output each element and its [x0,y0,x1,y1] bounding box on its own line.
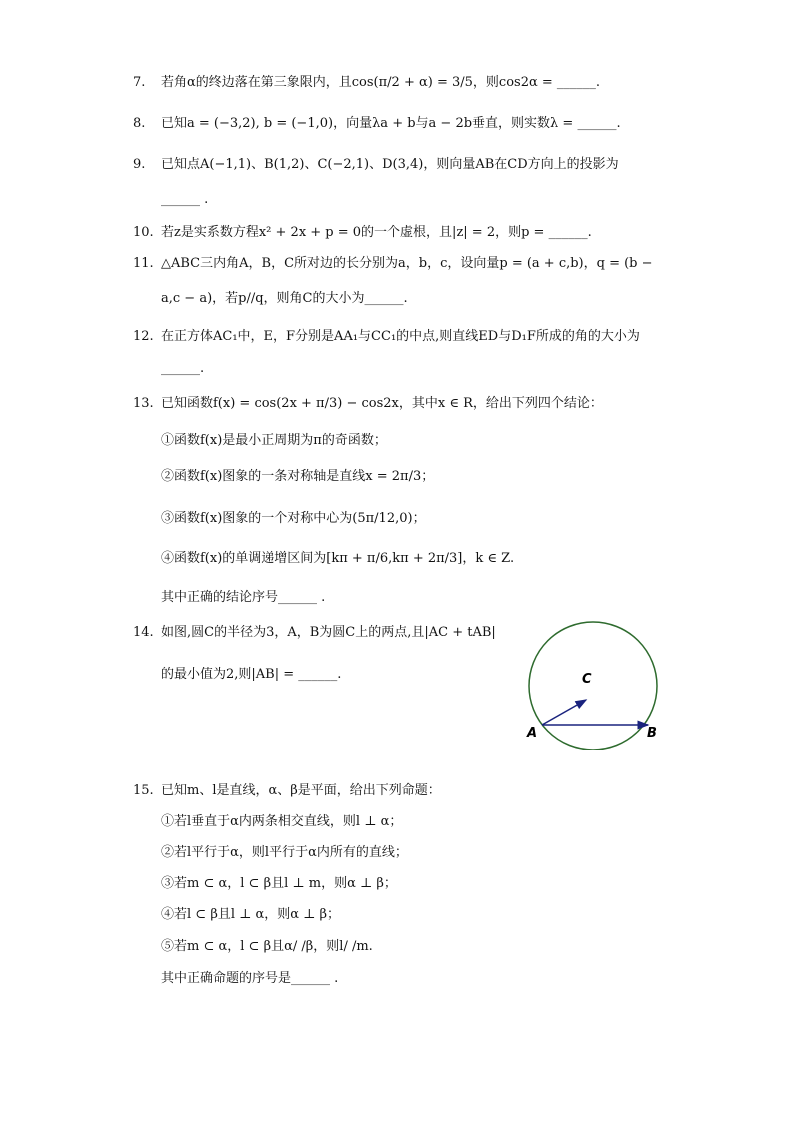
q13-option-4: ④函数f(x)的单调递增区间为[kπ + π/6,kπ + 2π/3]，k ∈ Z. [161,551,515,566]
question-14-continuation: 的最小值为2,则|AB| = ______. [161,667,342,682]
label-b: B [647,726,657,741]
question-number: 9. [133,157,146,172]
question-text: 已知a = (−3,2), b = (−1,0)，向量λa + b与a − 2b垂直，则实数λ = ______. [161,116,621,131]
question-number: 14. [133,625,154,640]
label-a: A [527,726,538,741]
question-text: 已知m、l是直线，α、β是平面，给出下列命题： [161,783,441,798]
question-text: 已知点A(−1,1)、B(1,2)、C(−2,1)、D(3,4)，则向量AB在CD方向上的投影为 [161,157,619,172]
question-number: 15. [133,783,154,798]
q15-conclusion: 其中正确命题的序号是______ . [161,971,339,986]
q15-option-3: ③若m ⊂ α，l ⊂ β且l ⊥ m，则α ⊥ β； [161,876,397,891]
vector-ac [542,700,586,725]
q15-option-1: ①若l垂直于α内两条相交直线，则l ⊥ α； [161,814,403,829]
q15-option-2: ②若l平行于α，则l平行于α内所有的直线； [161,845,408,860]
circle-c [529,622,657,750]
question-number: 7. [133,75,146,90]
q15-option-4: ④若l ⊂ β且l ⊥ α，则α ⊥ β； [161,907,341,922]
q15-option-5: ⑤若m ⊂ α，l ⊂ β且α/ /β，则l/ /m. [161,939,373,954]
question-number: 13. [133,396,154,411]
question-number: 10. [133,225,154,240]
question-text: 在正方体AC₁中，E，F分别是AA₁与CC₁的中点,则直线ED与D₁F所成的角的大小为 [161,329,640,344]
question-12-continuation: ______. [161,361,205,376]
q13-option-1: ①函数f(x)是最小正周期为π的奇函数； [161,433,387,448]
q13-option-2: ②函数f(x)图象的一条对称轴是直线x = 2π/3； [161,469,435,484]
question-text: 如图,圆C的半径为3，A，B为圆C上的两点,且|AC + tAB| [161,625,496,640]
question-number: 12. [133,329,154,344]
question-11-continuation: a,c − a)，若p//q，则角C的大小为______. [161,291,408,306]
q13-option-3: ③函数f(x)图象的一个对称中心为(5π/12,0)； [161,511,426,526]
question-text: 已知函数f(x) = cos(2x + π/3) − cos2x，其中x ∈ R，给出下列四个结论： [161,396,603,411]
q13-conclusion: 其中正确的结论序号______ . [161,590,326,605]
question-number: 8. [133,116,146,131]
circle-figure [520,620,670,750]
question-9-continuation: ______ . [161,192,209,207]
question-text: 若角α的终边落在第三象限内，且cos(π/2 + α) = 3/5，则cos2α = ______. [161,75,601,90]
question-text: 若z是实系数方程x² + 2x + p = 0的一个虚根，且|z| = 2，则p = ______. [161,225,592,240]
question-number: 11. [133,256,154,271]
label-c: C [582,672,592,687]
question-text: △ABC三内角A，B，C所对边的长分别为a，b，c，设向量p = (a + c,b)，q = (b − [161,256,653,271]
